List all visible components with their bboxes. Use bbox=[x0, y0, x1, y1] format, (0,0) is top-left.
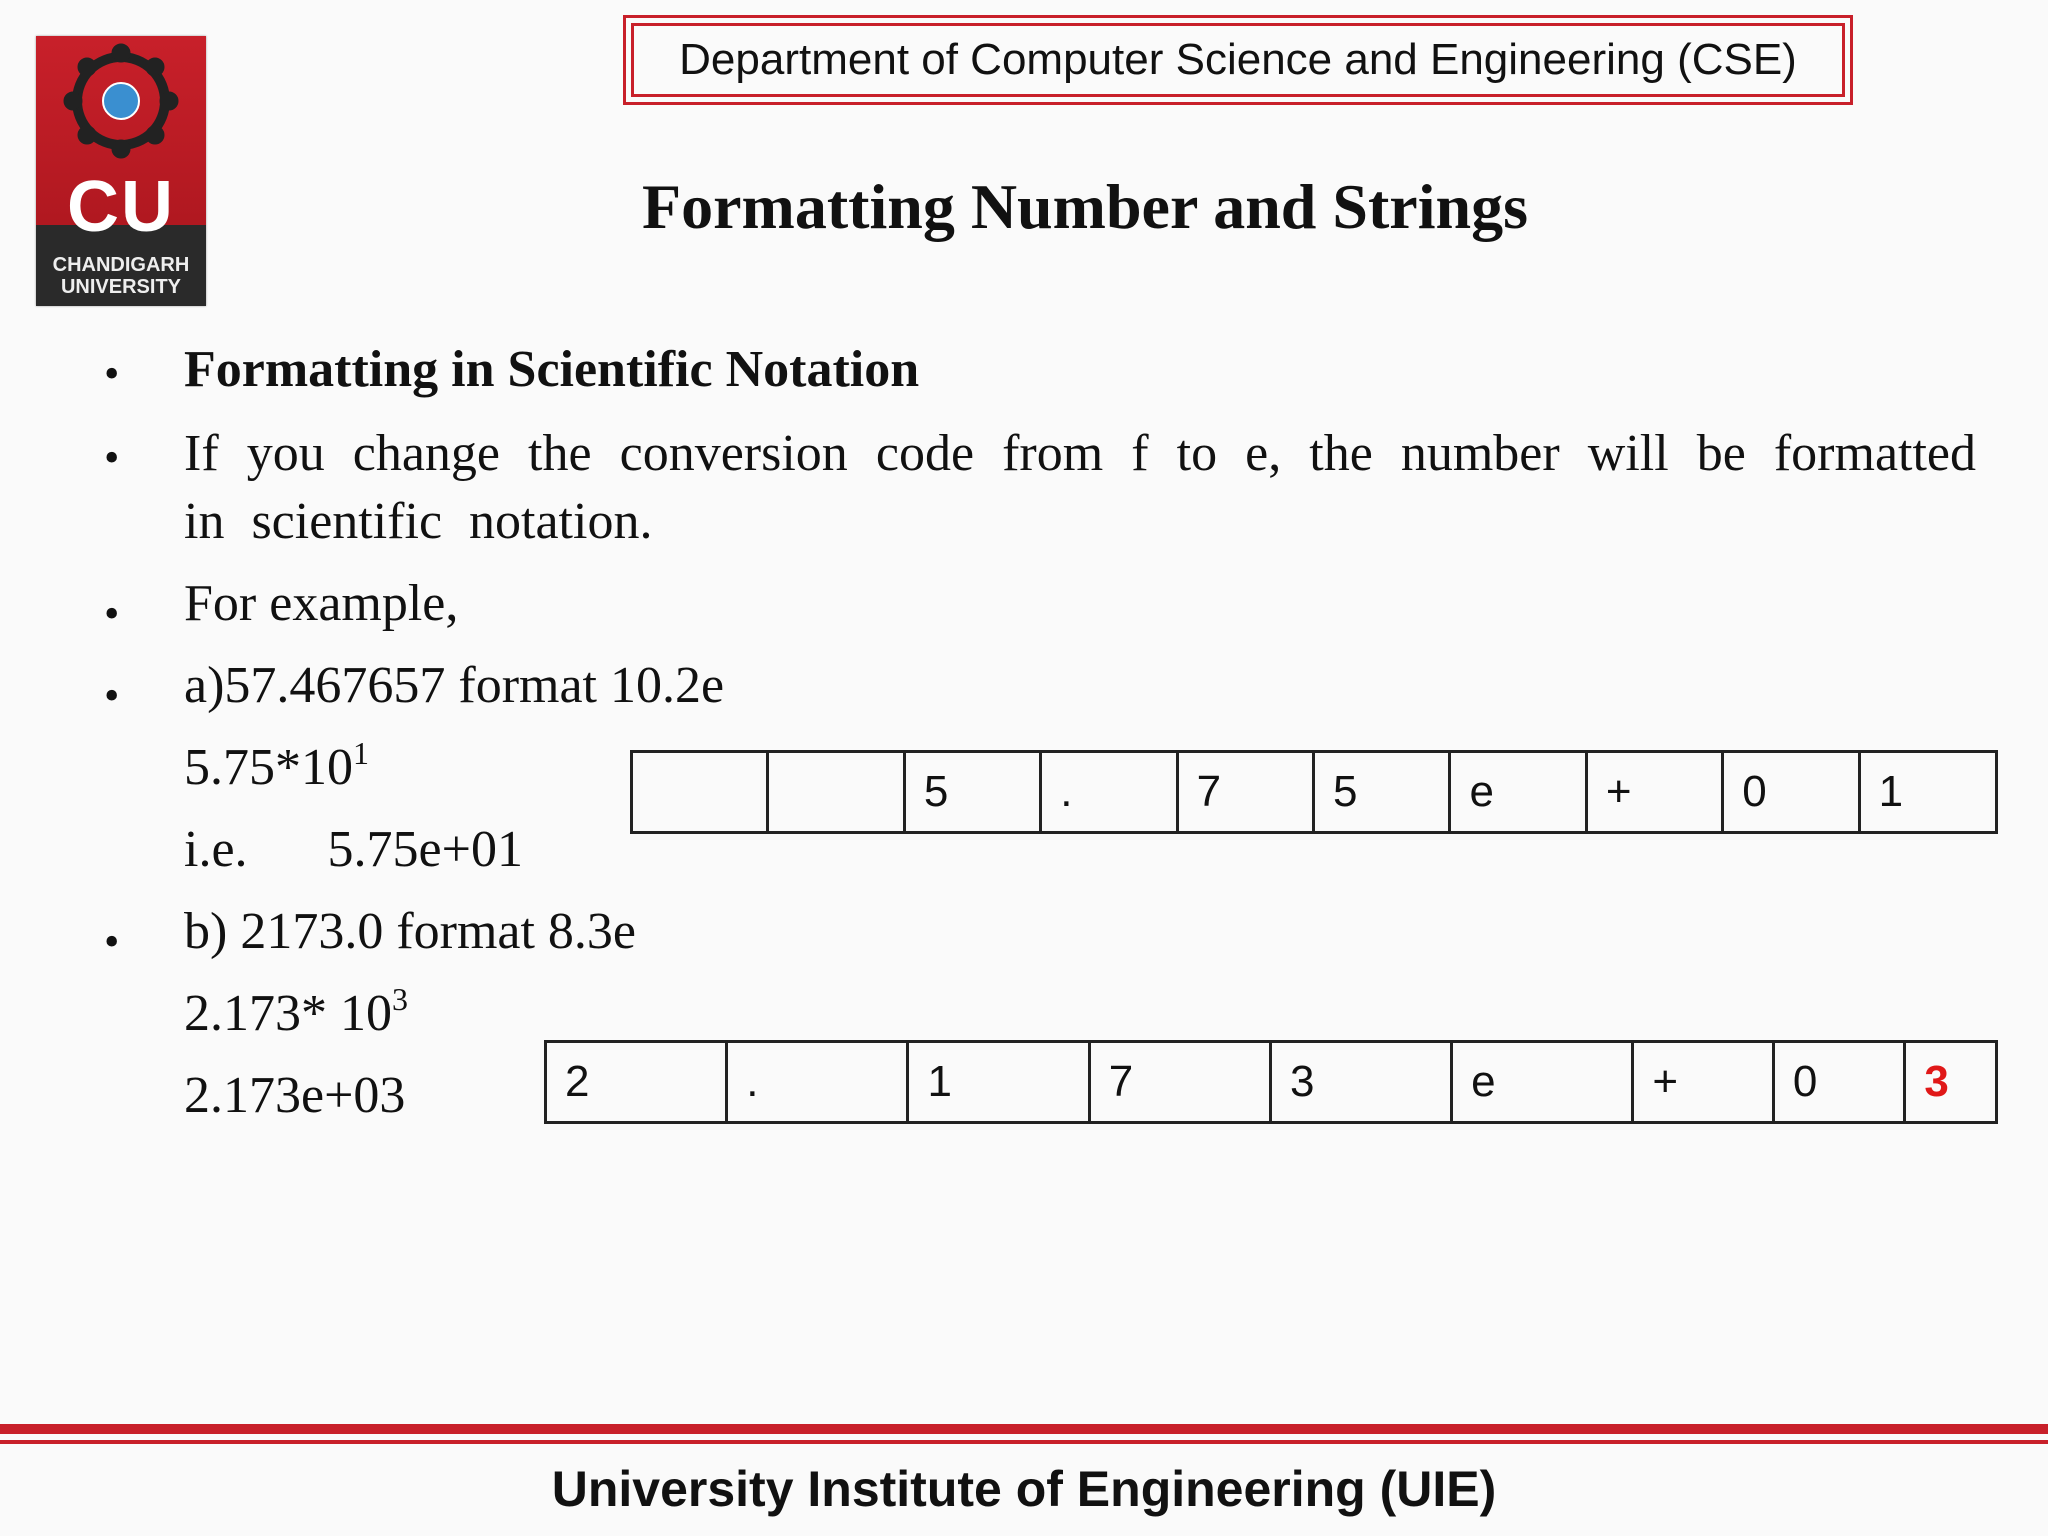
footer-divider bbox=[0, 1424, 2048, 1434]
char-cell: 1 bbox=[1878, 767, 1904, 816]
char-cell: 3 bbox=[1924, 1057, 1949, 1106]
globe-emblem-icon bbox=[36, 36, 206, 166]
char-cell: 0 bbox=[1724, 753, 1860, 831]
bullet-dot: • bbox=[104, 589, 120, 638]
char-cell: e bbox=[1453, 1043, 1634, 1121]
footer-divider-thin bbox=[0, 1440, 2048, 1444]
char-cell: 5 bbox=[1315, 753, 1451, 831]
char-cell: e bbox=[1451, 753, 1587, 831]
char-cell bbox=[633, 753, 769, 831]
footer-institute: University Institute of Engineering (UIE) bbox=[551, 1461, 1497, 1517]
bullet-dot: • bbox=[104, 433, 120, 482]
bullet-description: If you change the conversion code from f to e, the number will be formatted in scientific notation. bbox=[184, 425, 1976, 550]
bullet-for-example: For example, bbox=[184, 575, 459, 632]
example-b-char-cells bbox=[544, 1040, 1998, 1124]
logo-university-text: CHANDIGARH UNIVERSITY bbox=[52, 254, 190, 298]
bullet-heading: Formatting in Scientific Notation bbox=[184, 341, 920, 398]
example-a-char-cells bbox=[630, 750, 1998, 834]
char-cell: 0 bbox=[1775, 1043, 1906, 1121]
example-b-scientific: 2.173* $10^3$ bbox=[184, 981, 408, 1042]
char-cell: 2 bbox=[547, 1043, 728, 1121]
slide-title: Formatting Number and Strings bbox=[642, 171, 1528, 242]
logo-cu-text: CU bbox=[67, 167, 175, 247]
char-cell: . bbox=[1042, 753, 1178, 831]
bullet-dot: • bbox=[104, 671, 120, 720]
department-banner bbox=[623, 15, 1853, 105]
bullet-example-b: b) 2173.0 format 8.3e bbox=[184, 903, 637, 960]
example-a-ie: i.e. 5.75e+01 bbox=[184, 821, 523, 878]
char-cell: 1 bbox=[909, 1043, 1090, 1121]
example-a-scientific: $5.75*10^1$ bbox=[184, 735, 369, 796]
bullet-dot: • bbox=[104, 349, 120, 398]
bullet-example-a: a)57.467657 format 10.2e bbox=[184, 657, 725, 714]
department-name: Department of Computer Science and Engineering (CSE) bbox=[631, 23, 1845, 97]
char-cell bbox=[769, 753, 905, 831]
char-cell: 5 bbox=[906, 753, 1042, 831]
char-cell: 7 bbox=[1179, 753, 1315, 831]
char-cell: 3 bbox=[1272, 1043, 1453, 1121]
example-b-result: 2.173e+03 bbox=[184, 1067, 406, 1124]
bullet-dot: • bbox=[104, 917, 120, 966]
char-cell: + bbox=[1634, 1043, 1774, 1121]
char-cell: + bbox=[1588, 753, 1724, 831]
char-cell: . bbox=[728, 1043, 909, 1121]
char-cell: 7 bbox=[1091, 1043, 1272, 1121]
